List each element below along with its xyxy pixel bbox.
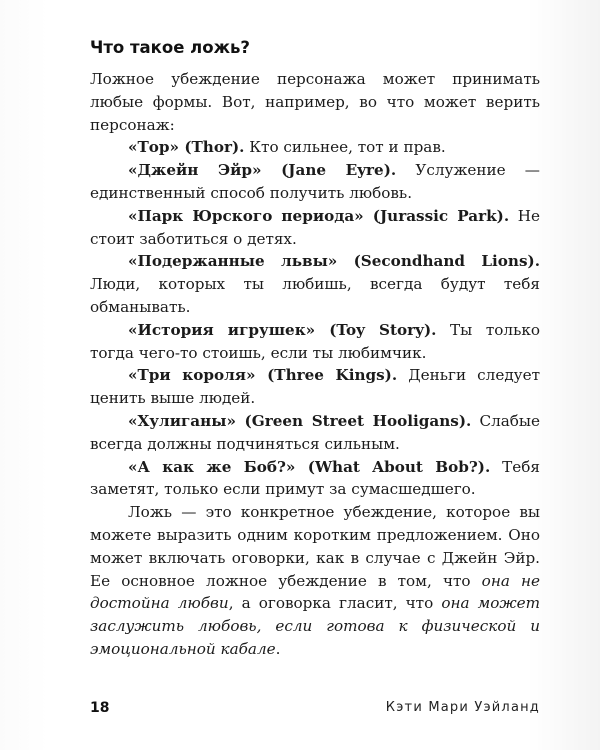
example-text: Услужение — единственный способ получить любовь. bbox=[90, 161, 540, 202]
running-author: Кэти Мари Уэйланд bbox=[385, 700, 540, 715]
closing-emphasis: она может заслужить любовь, если готова к физической и эмоциональной кабале bbox=[90, 594, 541, 658]
example-title: «История игрушек» (Toy Story). bbox=[128, 320, 437, 339]
example-text: Тебя заметят, только если примут за сумасшедшего. bbox=[90, 457, 540, 499]
intro-paragraph: Ложное убеждение персонажа может принимать любые формы. Вот, например, во что может верить персонаж: bbox=[90, 70, 540, 134]
example-title: «Подержанные львы» (Secondhand Lions). bbox=[128, 252, 540, 271]
example-text: Кто сильнее, тот и прав. bbox=[244, 138, 446, 157]
example-paragraph bbox=[90, 159, 540, 205]
page-footer bbox=[90, 700, 540, 724]
example-title: «Тор» (Thor). bbox=[128, 138, 245, 157]
page-number: 18 bbox=[90, 700, 110, 716]
example-paragraph bbox=[90, 456, 540, 502]
example-text: Слабые всегда должны подчиняться сильным. bbox=[90, 411, 541, 453]
example-paragraph bbox=[90, 136, 540, 159]
page-content bbox=[90, 36, 540, 661]
example-title: «Джейн Эйр» (Jane Eyre). bbox=[128, 161, 397, 180]
closing-text: Ложь — это конкретное убеждение, которое вы можете выразить одним коротким предложением. Оно может включать оговорки, как в случае с Джейн Эйр. Ее основное ложное убеждение в том, что bbox=[90, 503, 540, 590]
closing-paragraph bbox=[90, 501, 540, 661]
closing-emphasis: она не достойна любви bbox=[90, 571, 540, 613]
example-title: «Парк Юрского периода» (Jurassic Park). bbox=[128, 206, 510, 225]
example-paragraph bbox=[90, 205, 540, 251]
example-paragraph bbox=[90, 364, 540, 410]
example-title: «А как же Боб?» (What About Bob?). bbox=[128, 457, 491, 476]
example-title: «Хулиганы» (Green Street Hooligans). bbox=[128, 411, 472, 430]
section-heading: Что такое ложь? bbox=[90, 38, 250, 57]
example-paragraph bbox=[90, 319, 540, 365]
example-paragraph bbox=[90, 250, 540, 318]
example-text: Не стоит заботиться о детях. bbox=[90, 206, 541, 248]
example-paragraph bbox=[90, 410, 540, 456]
example-text: Ты только тогда чего-то стоишь, если ты любимчик. bbox=[90, 320, 540, 362]
closing-text: . bbox=[275, 639, 281, 658]
example-text: Люди, которых ты любишь, всегда будут тебя обманывать. bbox=[90, 275, 540, 316]
example-text: Деньги следует ценить выше людей. bbox=[90, 366, 540, 408]
closing-text: , а оговорка гласит, что bbox=[228, 594, 442, 613]
example-title: «Три короля» (Three Kings). bbox=[128, 366, 398, 385]
